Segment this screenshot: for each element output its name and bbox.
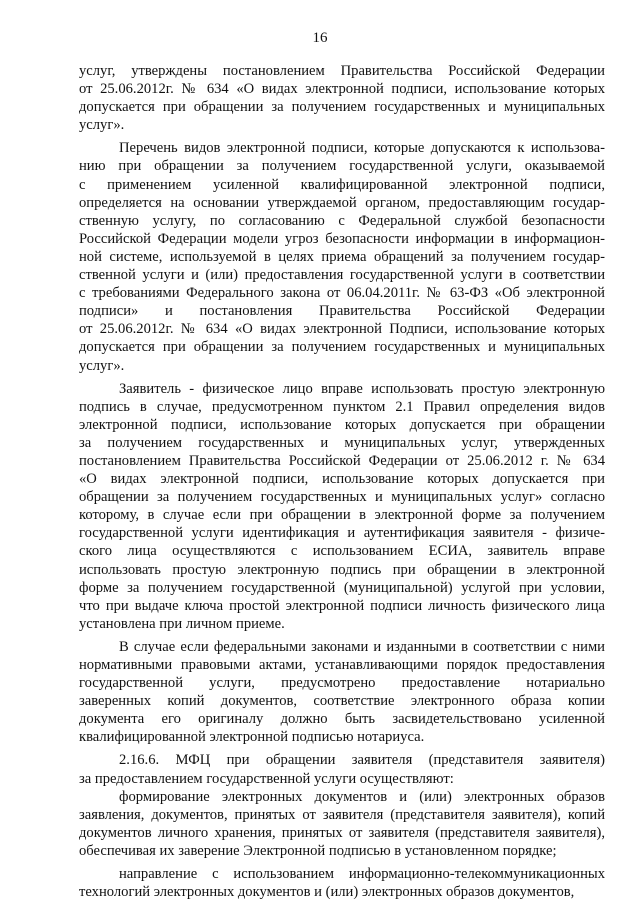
text-line: форме за получением государственной (муниципальной) услугой при условии, <box>79 579 605 596</box>
paragraph <box>79 62 605 134</box>
text-line: допускается при обращении за получением государственных и муниципальных <box>79 339 605 356</box>
paragraph <box>79 865 605 901</box>
text-line: заявления, документов, принятых от заявителя (представителя заявителя), копий <box>79 806 605 823</box>
text-line: ственную услугу, по согласованию с Федеральной службой безопасности <box>79 212 605 229</box>
text-line: документа его оригиналу должно быть засвидетельствовано усиленной <box>79 711 605 728</box>
text-line: подписи» и постановления Правительства Российской Федерации <box>79 303 605 320</box>
text-line: нормативными правовыми актами, устанавливающими порядок предоставления <box>79 657 605 673</box>
text-line: за предоставлением государственной услуги осуществляют: <box>79 770 454 787</box>
text-line: технологий электронных документов и (или) электронных образов документов, <box>79 884 575 901</box>
text-line: формирование электронных документов и (или) электронных образов <box>119 788 605 805</box>
text-line: определяется на основании утверждаемой органом, предоставляющим государ- <box>79 194 605 211</box>
text-line: Заявитель - физическое лицо вправе использовать простую электронную <box>119 380 605 397</box>
text-line: заверенных копий документов, соответствие электронного образа копии <box>79 693 605 710</box>
text-line: услуг». <box>79 357 125 374</box>
text-line: нию при обращении за получением государственной услуги, оказываемой <box>79 158 605 175</box>
text-line: установлена при личном приеме. <box>79 615 285 632</box>
text-line: документов личного хранения, принятых от заявителя (представителя заявителя), <box>79 824 605 841</box>
text-line: «О видах электронной подписи, использование которых допускается при <box>79 471 605 488</box>
text-line: ского лица осуществляются с использованием ЕСИА, заявитель вправе <box>79 543 605 560</box>
text-line: использовать простую электронную подпись при обращении в электронной <box>79 561 605 578</box>
text-line: ной системе, используемой в целях приема обращений за получением государ- <box>79 248 605 265</box>
text-line: допускается при обращении за получением государственных и муниципальных <box>79 99 605 116</box>
text-line: подпись в случае, предусмотренном пунктом 2.1 Правил определения видов <box>79 398 605 415</box>
text-line: государственной услуги, предусмотрено предоставление нотариально <box>79 675 605 692</box>
text-line: от 25.06.2012г. № 634 «О видах электронной Подписи, использование которых <box>79 321 605 338</box>
text-line: что при выдаче ключа простой электронной подписи личность физического лица <box>79 597 605 614</box>
text-line: Перечень видов электронной подписи, которые допускаются к использова- <box>119 140 605 157</box>
text-line: постановлением Правительства Российской Федерации от 25.06.2012 г. № 634 <box>79 452 605 469</box>
text-line: с требованиями Федерального закона от 06.04.2011г. № 63-ФЗ «Об электронной <box>79 285 605 302</box>
text-line: квалифицированной электронной подписью нотариуса. <box>79 729 425 746</box>
text-line: с применением усиленной квалифицированной электронной подписи, <box>79 176 605 193</box>
paragraph <box>79 380 605 633</box>
text-line: В случае если федеральными законами и изданными в соответствии с ними <box>119 638 605 655</box>
text-line: государственной услуги идентификация и аутентификация заявителя - физиче- <box>79 525 605 542</box>
text-line: 2.16.6. МФЦ при обращении заявителя (представителя заявителя) <box>119 752 605 769</box>
page-number: 16 <box>312 30 328 46</box>
paragraph <box>79 638 605 747</box>
text-line: электронной подписи, использование которых допускается при обращении <box>79 416 605 433</box>
text-line: услуг». <box>79 117 125 134</box>
text-line: Российской Федерации модели угроз безопасности информации в информацион- <box>79 230 605 247</box>
paragraph <box>79 751 605 787</box>
text-line: направление с использованием информационно-телекоммуникационных <box>119 866 605 883</box>
text-line: которому, в случае если при обращении в электронной форме за получением <box>79 507 605 524</box>
text-line: обращении за получением государственных и муниципальных услуг» согласно <box>79 489 605 506</box>
text-line: обеспечивая их заверение Электронной подписью в установленном порядке; <box>79 842 557 859</box>
text-line: ственной услуги и (или) предоставления государственной услуги в соответствии <box>79 267 605 284</box>
document-body <box>79 62 605 906</box>
text-line: за получением государственных и муниципальных услуг, утвержденных <box>79 434 605 451</box>
text-line: от 25.06.2012г. № 634 «О видах электронной подписи, использование которых <box>79 81 605 98</box>
paragraph <box>79 139 605 374</box>
paragraph <box>79 788 605 860</box>
text-line: услуг, утверждены постановлением Правительства Российской Федерации <box>79 63 605 79</box>
